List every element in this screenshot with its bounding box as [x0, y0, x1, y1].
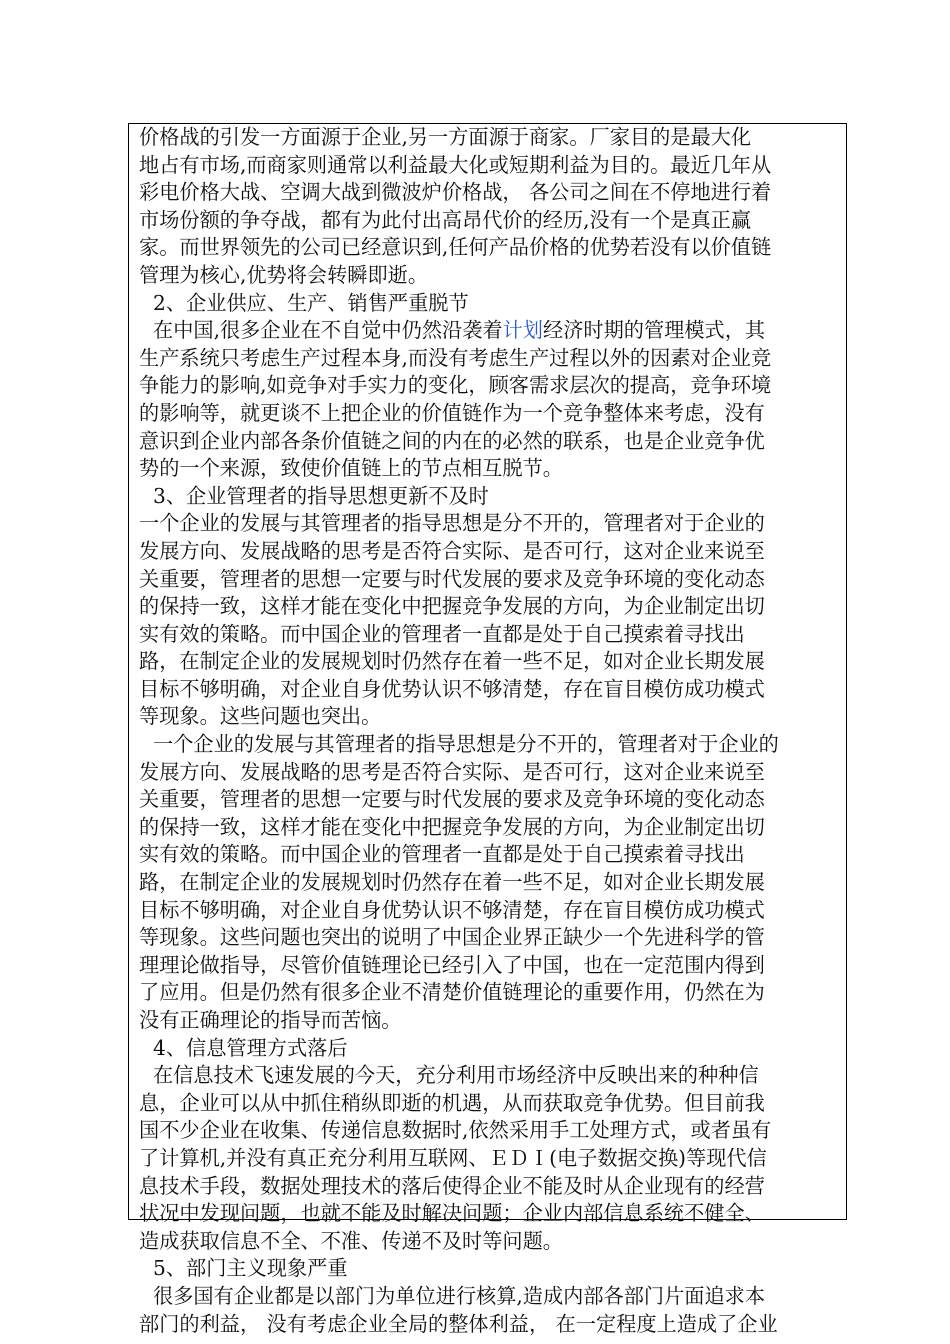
text-line-content: 管理为核心,优势将会转瞬即逝。 — [139, 262, 429, 287]
text-line-content: 路，在制定企业的发展规划时仍然存在着一些不足，如对企业长期发展 — [139, 649, 765, 674]
text-line-content: 5、部门主义现象严重 — [153, 1256, 348, 1281]
text-line — [139, 841, 842, 869]
text-line-content: 价格战的引发一方面源于企业,另一方面源于商家。厂家目的是最大化 — [139, 125, 752, 149]
text-line — [139, 345, 842, 373]
text-line — [139, 317, 842, 345]
text-line-content: 发展方向、发展战略的思考是否符合实际、是否可行，这对企业来说至 — [139, 538, 765, 563]
text-line — [139, 262, 842, 290]
text-line — [139, 1311, 842, 1339]
text-line-content: 部门的利益， 没有考虑企业全局的整体利益， 在一定程度上造成了企业 — [139, 1311, 778, 1336]
text-line — [139, 455, 842, 483]
text-line — [139, 207, 842, 235]
text-line — [139, 1145, 842, 1173]
text-line — [139, 538, 842, 566]
text-line — [139, 1228, 842, 1256]
text-line — [139, 152, 842, 180]
text-line-content: 在中国,很多企业在不自觉中仍然沿袭着 — [153, 318, 503, 343]
text-line — [139, 1200, 842, 1228]
text-line — [139, 621, 842, 649]
text-line-content: 发展方向、发展战略的思考是否符合实际、是否可行，这对企业来说至 — [139, 759, 765, 784]
text-line-content: 造成获取信息不全、不准、传递不及时等问题。 — [139, 1228, 563, 1253]
text-line-content: 生产系统只考虑生产过程本身,而没有考虑生产过程以外的因素对企业竞 — [139, 345, 772, 370]
hyperlink[interactable]: 计划 — [502, 318, 543, 343]
text-line-content: 势的一个来源，致使价值链上的节点相互脱节。 — [139, 456, 563, 481]
text-line-content: 实有效的策略。而中国企业的管理者一直都是处于自己摸索着寻找出 — [139, 842, 745, 867]
text-line-content: 4、信息管理方式落后 — [153, 1035, 348, 1060]
text-line-content: 国不少企业在收集、传递信息数据时,依然采用手工处理方式，或者虽有 — [139, 1118, 772, 1143]
text-line — [139, 869, 842, 897]
text-line-content: 2、企业供应、生产、销售严重脱节 — [153, 290, 469, 315]
text-line-content: 的保持一致，这样才能在变化中把握竞争发展的方向，为企业制定出切 — [139, 814, 765, 839]
text-line — [139, 1007, 842, 1035]
text-line — [139, 759, 842, 787]
text-line-content: 理理论做指导，尽管价值链理论已经引入了中国，也在一定范围内得到 — [139, 952, 765, 977]
text-line-content: 很多国有企业都是以部门为单位进行核算,造成内部各部门片面追求本 — [153, 1283, 766, 1308]
text-line — [139, 897, 842, 925]
text-line — [139, 703, 842, 731]
text-line-content: 3、企业管理者的指导思想更新不及时 — [153, 483, 489, 508]
text-line — [139, 1117, 842, 1145]
text-line-content: 目标不够明确，对企业自身优势认识不够清楚，存在盲目模仿成功模式 — [139, 676, 765, 701]
text-line — [139, 979, 842, 1007]
text-line — [139, 593, 842, 621]
text-line — [139, 924, 842, 952]
text-line — [139, 1062, 842, 1090]
text-line — [139, 786, 842, 814]
text-line-continuation: 经济时期的管理模式，其 — [543, 318, 766, 343]
document-table-cell — [128, 123, 847, 1336]
text-line-content: 的保持一致，这样才能在变化中把握竞争发展的方向，为企业制定出切 — [139, 594, 765, 619]
text-line-content: 状况中发现问题，也就不能及时解决问题；企业内部信息系统不健全、 — [139, 1201, 765, 1226]
text-line-content: 路，在制定企业的发展规划时仍然存在着一些不足，如对企业长期发展 — [139, 870, 765, 895]
text-line-content: 实有效的策略。而中国企业的管理者一直都是处于自己摸索着寻找出 — [139, 621, 745, 646]
text-line-content: 了计算机,并没有真正充分利用互联网、ＥＤＩ(电子数据交换)等现代信 — [139, 1145, 767, 1170]
text-line-content: 家。而世界领先的公司已经意识到,任何产品价格的优势若没有以价值链 — [139, 235, 772, 260]
text-line — [139, 483, 842, 511]
text-line-content: 地占有市场,而商家则通常以利益最大化或短期利益为目的。最近几年从 — [139, 152, 772, 177]
text-line — [139, 124, 842, 152]
text-line-content: 一个企业的发展与其管理者的指导思想是分不开的，管理者对于企业的 — [153, 732, 779, 757]
text-line — [139, 648, 842, 676]
text-line — [139, 1035, 842, 1063]
text-line-content: 意识到企业内部各条价值链之间的内在的必然的联系，也是企业竞争优 — [139, 428, 765, 453]
text-line — [139, 676, 842, 704]
text-line-content: 关重要，管理者的思想一定要与时代发展的要求及竞争环境的变化动态 — [139, 566, 765, 591]
text-line-content: 息技术手段，数据处理技术的落后使得企业不能及时从企业现有的经营 — [139, 1173, 765, 1198]
text-line-content: 市场份额的争夺战，都有为此付出高昂代价的经历,没有一个是真正赢 — [139, 207, 752, 232]
text-line — [139, 234, 842, 262]
text-line-content: 在信息技术飞速发展的今天，充分利用市场经济中反映出来的种种信 — [153, 1063, 759, 1088]
text-line — [139, 372, 842, 400]
text-line — [139, 952, 842, 980]
text-line — [139, 731, 842, 759]
text-line — [139, 1283, 842, 1311]
text-line-content: 关重要，管理者的思想一定要与时代发展的要求及竞争环境的变化动态 — [139, 787, 765, 812]
text-line-content: 目标不够明确，对企业自身优势认识不够清楚，存在盲目模仿成功模式 — [139, 897, 765, 922]
text-line — [139, 510, 842, 538]
text-line — [139, 290, 842, 318]
text-line-content: 的影响等，就更谈不上把企业的价值链作为一个竞争整体来考虑，没有 — [139, 400, 765, 425]
text-line — [139, 1173, 842, 1201]
text-line-content: 没有正确理论的指导而苦恼。 — [139, 1008, 402, 1032]
text-line — [139, 1255, 842, 1283]
text-line — [139, 179, 842, 207]
text-line-content: 息，企业可以从中抓住稍纵即逝的机遇，从而获取竞争优势。但目前我 — [139, 1090, 765, 1115]
text-line-content: 一个企业的发展与其管理者的指导思想是分不开的，管理者对于企业的 — [139, 511, 765, 536]
text-line-content: 等现象。这些问题也突出。 — [139, 704, 382, 729]
text-line — [139, 1090, 842, 1118]
text-line — [139, 400, 842, 428]
text-line — [139, 428, 842, 456]
text-line-content: 争能力的影响,如竞争对手实力的变化，顾客需求层次的提高，竞争环境 — [139, 373, 772, 398]
text-line-content: 等现象。这些问题也突出的说明了中国企业界正缺少一个先进科学的管 — [139, 925, 765, 950]
text-line — [139, 566, 842, 594]
text-line-content: 了应用。但是仍然有很多企业不清楚价值链理论的重要作用，仍然在为 — [139, 980, 765, 1005]
text-line-content: 彩电价格大战、空调大战到微波炉价格战， 各公司之间在不停地进行着 — [139, 180, 772, 205]
text-line — [139, 814, 842, 842]
